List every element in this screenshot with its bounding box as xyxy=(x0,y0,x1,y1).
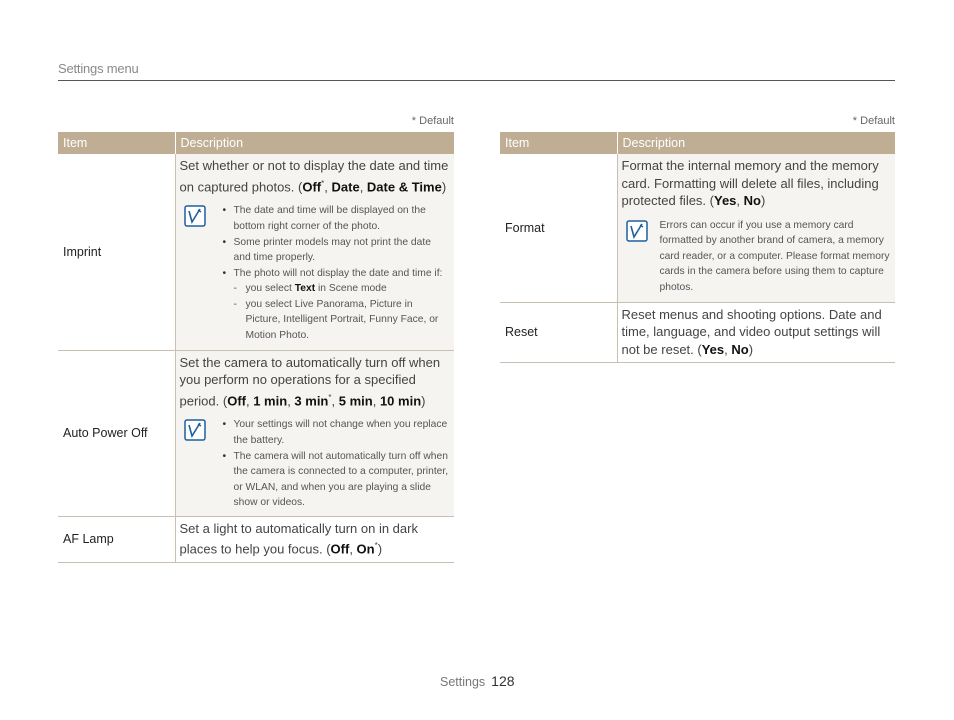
item-reset: Reset xyxy=(500,302,617,363)
page-number: 128 xyxy=(491,673,515,689)
table-header-row xyxy=(500,132,895,154)
desc-format xyxy=(617,154,895,302)
desc-text: Format the internal memory and the memory card. Formatting will delete all files, including protected files. (Yes, No) xyxy=(621,158,879,208)
item-af-lamp: AF Lamp xyxy=(58,516,175,562)
page-footer xyxy=(440,673,515,689)
note-block xyxy=(184,417,451,511)
desc-text: Reset menus and shooting options. Date and time, language, and video output settings will not be reset. (Yes, No) xyxy=(621,306,882,357)
left-default-note: * Default xyxy=(411,115,454,127)
item-imprint: Imprint xyxy=(58,154,175,350)
note-text: Errors can occur if you use a memory card formatted by another brand of camera, a memory card reader, or a computer. Please format memory cards in the camera before using them to capture photos. xyxy=(659,219,890,293)
col-header-description: Description xyxy=(175,132,454,154)
note-item: • The photo will not display the date and time if: - you select Text in Scene mode - you select Live Panorama, Picture in Picture, Intelligent Portrait, Funny Face, or Motion Photo. xyxy=(222,266,451,344)
table-header-row xyxy=(58,132,454,154)
note-subitem: - you select Text in Scene mode xyxy=(234,281,451,297)
footer-section: Settings xyxy=(440,675,486,689)
table-row-imprint xyxy=(58,154,454,350)
right-default-note: * Default xyxy=(852,115,895,127)
col-header-item: Item xyxy=(500,132,617,154)
note-item: • Some printer models may not print the date and time properly. xyxy=(222,235,451,266)
item-format: Format xyxy=(500,154,617,302)
desc-text: Set whether or not to display the date and time on captured photos. (Off*, Date, Date & Time) xyxy=(179,158,449,194)
note-block xyxy=(184,203,451,343)
desc-imprint xyxy=(175,154,454,350)
note-pencil-icon xyxy=(626,220,648,242)
desc-af-lamp xyxy=(175,516,454,562)
desc-auto-power-off xyxy=(175,350,454,516)
note-item: • Your settings will not change when you replace the battery. xyxy=(222,417,451,448)
note-subitem: - you select Live Panorama, Picture in Picture, Intelligent Portrait, Funny Face, or Motion Photo. xyxy=(234,297,451,344)
note-pencil-icon xyxy=(184,205,206,227)
desc-text: Set a light to automatically turn on in dark places to help you focus. (Off, On*) xyxy=(179,520,418,557)
table-row-af-lamp xyxy=(58,516,454,562)
desc-text: Set the camera to automatically turn off when you perform no operations for a specified period. (Off, 1 min, 3 min*, 5 min, 10 min) xyxy=(179,354,441,408)
header-divider xyxy=(58,80,895,81)
table-row-format xyxy=(500,154,895,302)
note-pencil-icon xyxy=(184,419,206,441)
left-settings-table xyxy=(58,132,454,563)
table-row-reset xyxy=(500,302,895,363)
col-header-item: Item xyxy=(58,132,175,154)
desc-reset xyxy=(617,302,895,363)
col-header-description: Description xyxy=(617,132,895,154)
item-auto-power-off: Auto Power Off xyxy=(58,350,175,516)
table-row-auto-power-off xyxy=(58,350,454,516)
note-item: • The camera will not automatically turn off when the camera is connected to a computer, printer, or WLAN, and when you are playing a slide show or videos. xyxy=(222,449,451,511)
note-item: • The date and time will be displayed on the bottom right corner of the photo. xyxy=(222,203,451,234)
right-settings-table xyxy=(500,132,895,363)
section-title: Settings menu xyxy=(58,61,139,76)
note-block xyxy=(626,218,892,296)
